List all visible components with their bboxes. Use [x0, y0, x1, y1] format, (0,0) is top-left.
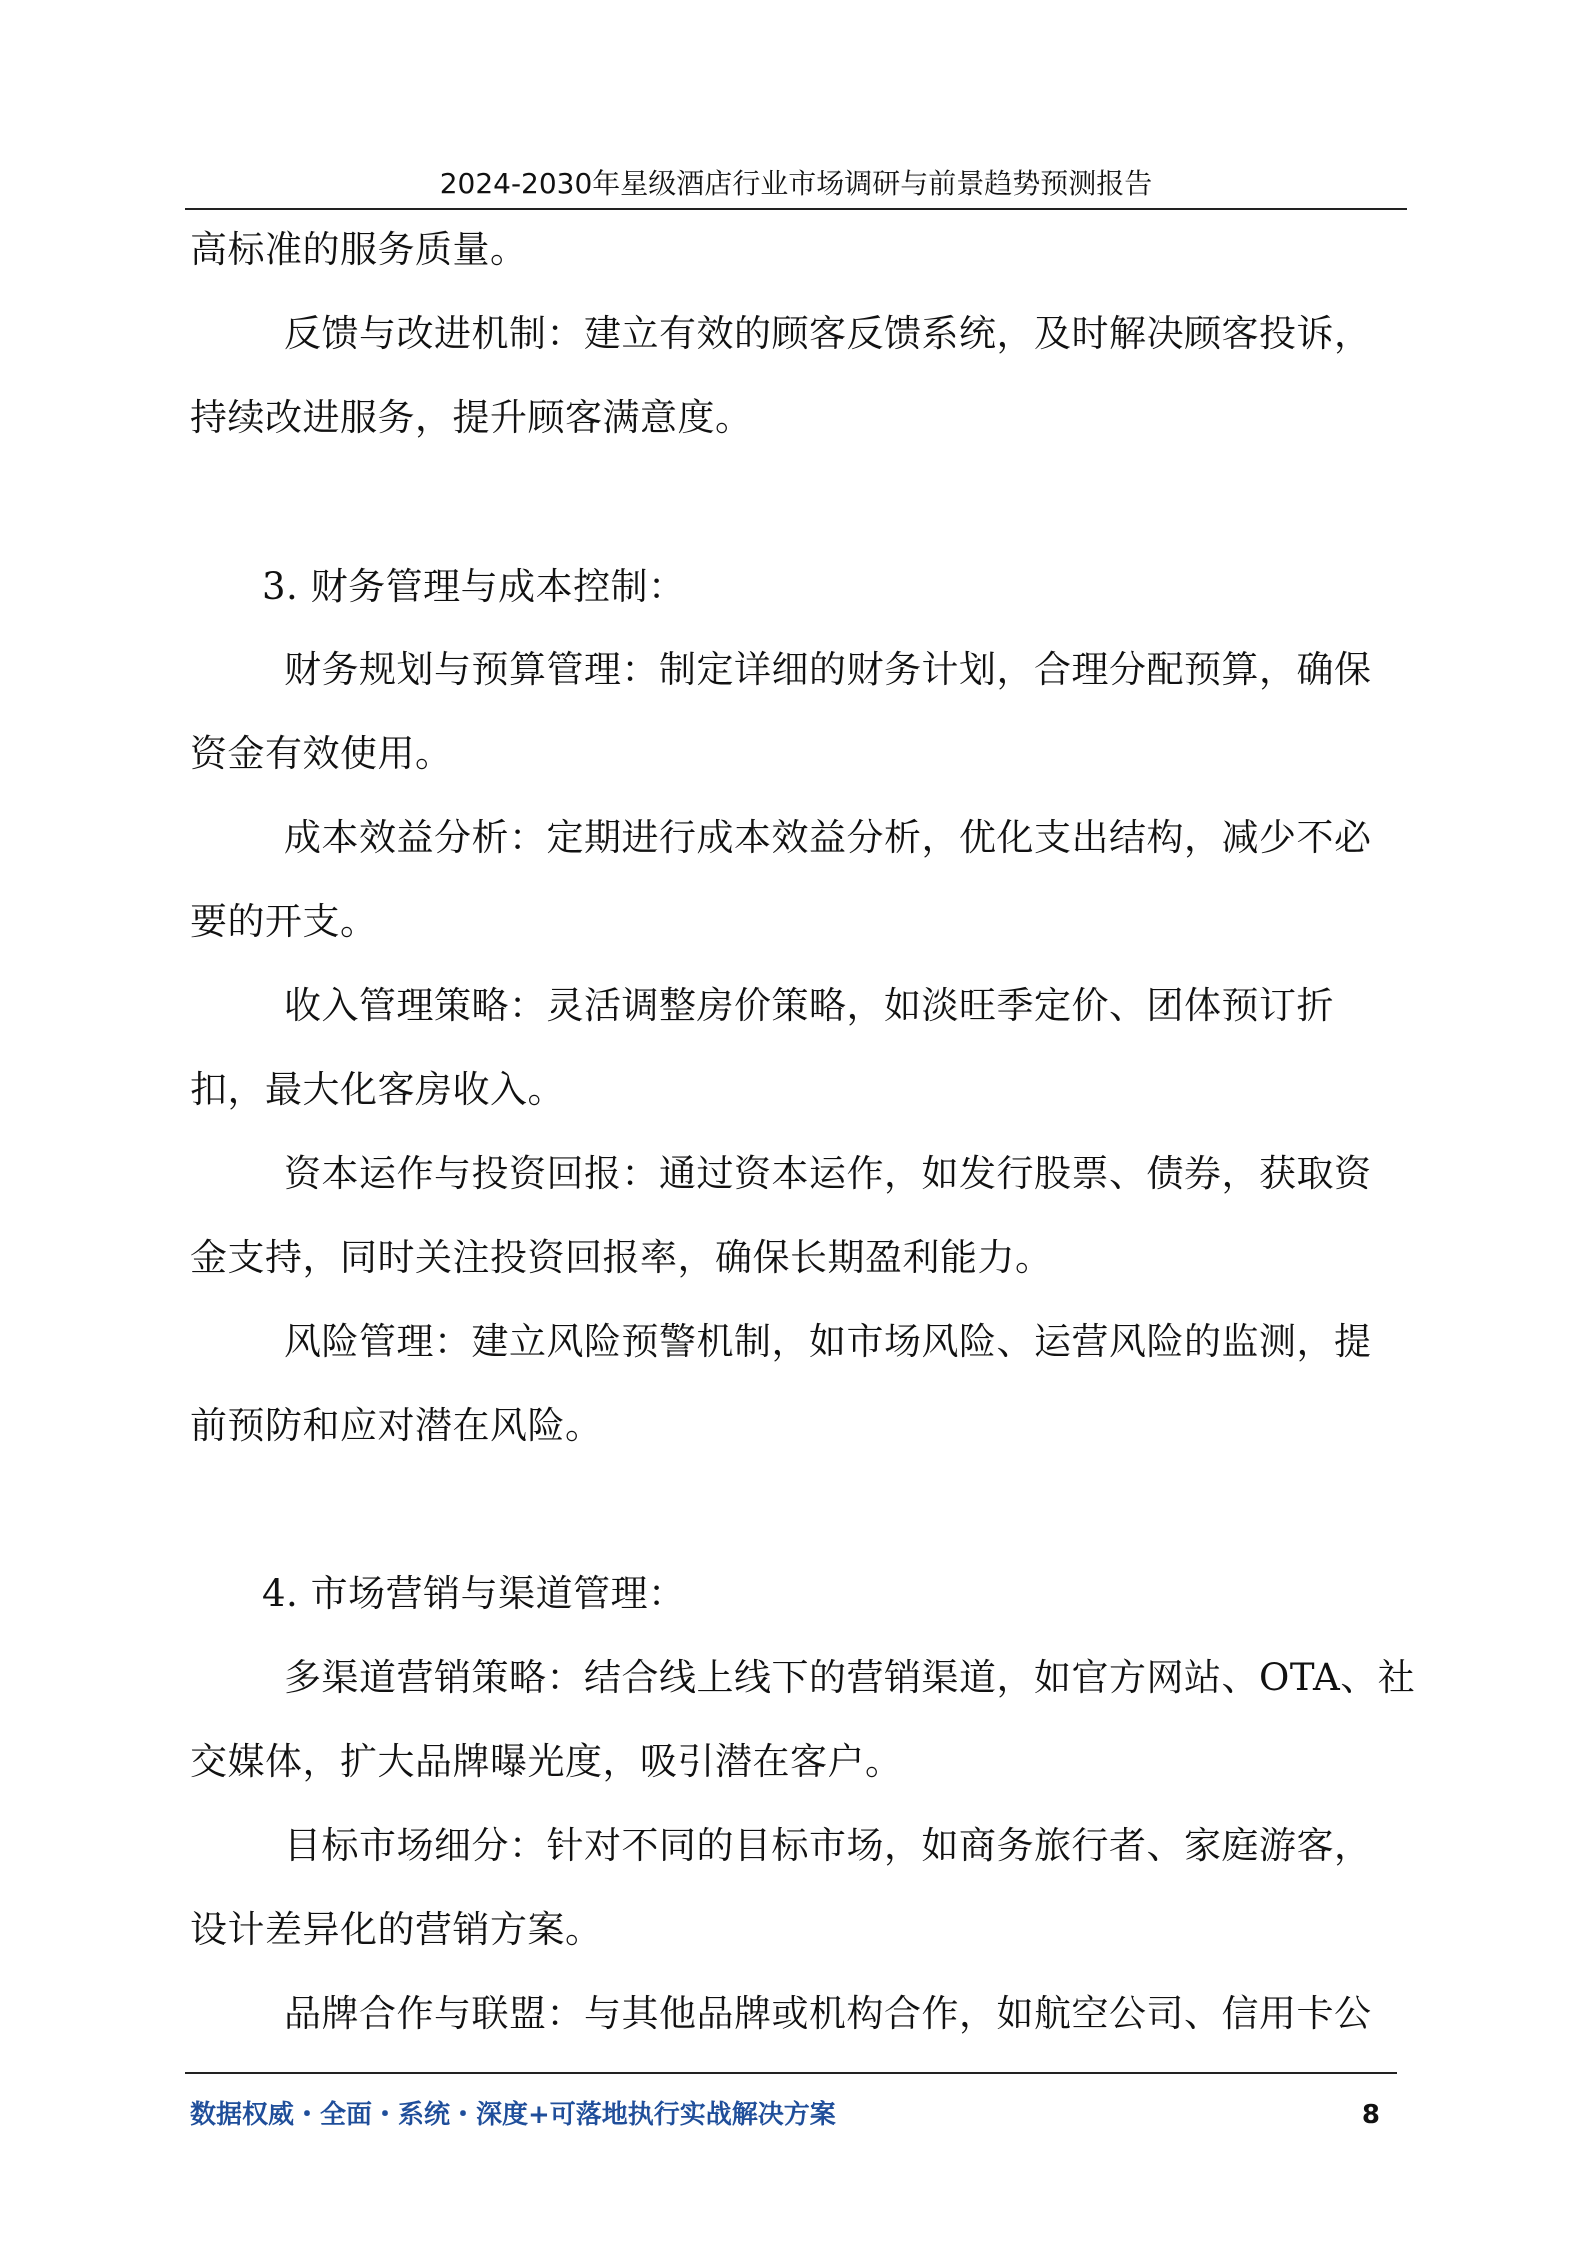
text-line: 目标市场细分：针对不同的目标市场，如商务旅行者、家庭游客，: [284, 1824, 1372, 1867]
text-line: 反馈与改进机制：建立有效的顾客反馈系统，及时解决顾客投诉，: [284, 312, 1372, 355]
section-heading: 3. 财务管理与成本控制：: [262, 565, 686, 608]
text-line: 资本运作与投资回报：通过资本运作，如发行股票、债券，获取资: [284, 1152, 1372, 1195]
footer-divider: [185, 2072, 1397, 2074]
text-line: 成本效益分析：定期进行成本效益分析，优化支出结构，减少不必: [284, 816, 1372, 859]
text-line: 持续改进服务，提升顾客满意度。: [190, 396, 753, 439]
text-line: 高标准的服务质量。: [190, 228, 528, 271]
text-line: 扣，最大化客房收入。: [190, 1068, 565, 1111]
text-line: 金支持，同时关注投资回报率，确保长期盈利能力。: [190, 1236, 1053, 1279]
footer-slogan: 数据权威・全面・系统・深度+可落地执行实战解决方案: [190, 2100, 836, 2130]
text-line: 财务规划与预算管理：制定详细的财务计划，合理分配预算，确保: [284, 648, 1372, 691]
text-line: 交媒体，扩大品牌曝光度，吸引潜在客户。: [190, 1740, 903, 1783]
text-line: 设计差异化的营销方案。: [190, 1908, 603, 1951]
text-line: 资金有效使用。: [190, 732, 453, 775]
header-divider: [185, 208, 1407, 210]
text-line: 多渠道营销策略：结合线上线下的营销渠道，如官方网站、OTA、社: [284, 1656, 1416, 1699]
text-line: 收入管理策略：灵活调整房价策略，如淡旺季定价、团体预订折: [284, 984, 1334, 1027]
section-heading: 4. 市场营销与渠道管理：: [262, 1572, 686, 1615]
report-title: 2024-2030年星级酒店行业市场调研与前景趋势预测报告: [439, 167, 1153, 200]
text-line: 风险管理：建立风险预警机制，如市场风险、运营风险的监测，提: [284, 1320, 1372, 1363]
text-line: 品牌合作与联盟：与其他品牌或机构合作，如航空公司、信用卡公: [284, 1992, 1372, 2035]
text-line: 要的开支。: [190, 900, 378, 943]
text-line: 前预防和应对潜在风险。: [190, 1404, 603, 1447]
page-number: 8: [1361, 2100, 1380, 2130]
